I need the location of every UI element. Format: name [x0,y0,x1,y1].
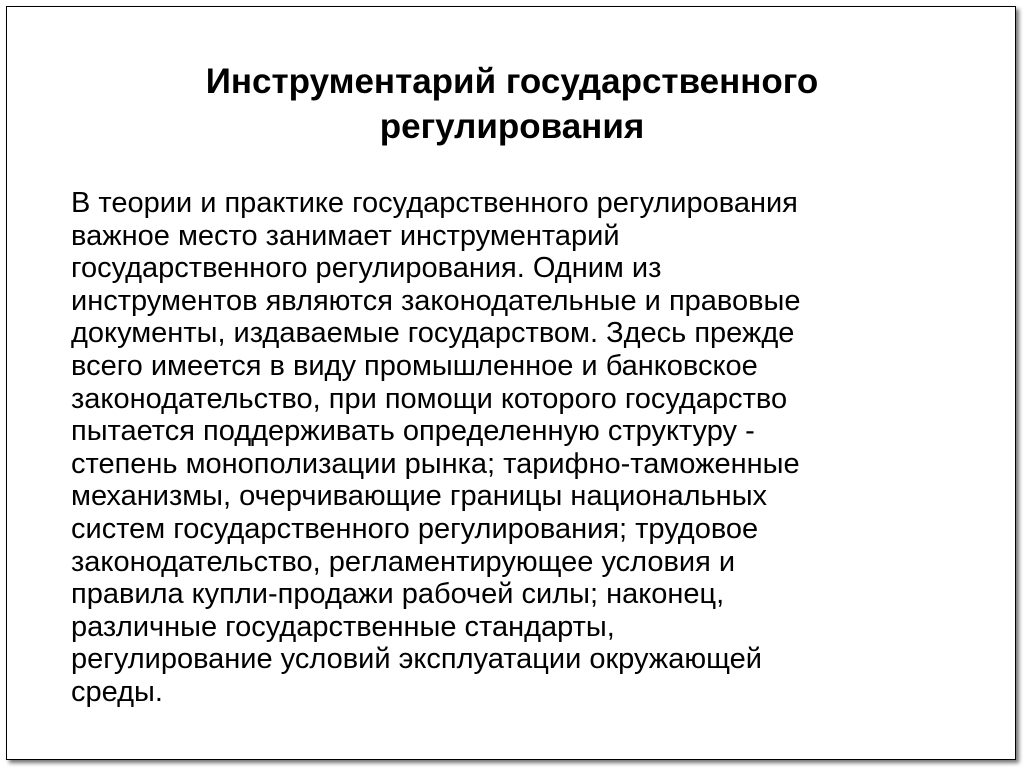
slide-body-paragraph [71,187,990,709]
body-line: В теории и практике государственного регулирования [71,187,798,219]
body-line: правила купли-продажи рабочей силы; наконец, [71,578,725,611]
body-line: систем государственного регулирования; трудовое [71,512,759,545]
title-line-1: Инструментарий государственного [205,62,819,101]
body-line: среды. [71,675,163,708]
body-line: государственного регулирования. Одним из [71,252,662,285]
body-line: документы, издаваемые государством. Здесь прежде [71,317,795,350]
body-line: пытается поддерживать определенную структуру - [71,415,755,448]
body-line: регулирование условий эксплуатации окружающей [71,643,762,676]
body-line: важное место занимает инструментарий [71,219,620,252]
body-line: различные государственные стандарты, [71,610,615,643]
body-line: всего имеется в виду промышленное и банковское [71,349,758,382]
slide-frame [6,6,1016,760]
body-line: законодательство, регламентирующее условия и [71,545,736,578]
body-line: степень монополизации рынка; тарифно-таможенные [71,447,800,480]
body-line: механизмы, очерчивающие границы национальных [71,480,768,513]
slide-title [7,59,1017,149]
body-line: инструментов являются законодательные и правовые [71,284,801,317]
body-line: законодательство, при помощи которого государство [71,382,788,415]
title-line-2: регулирования [379,107,645,146]
